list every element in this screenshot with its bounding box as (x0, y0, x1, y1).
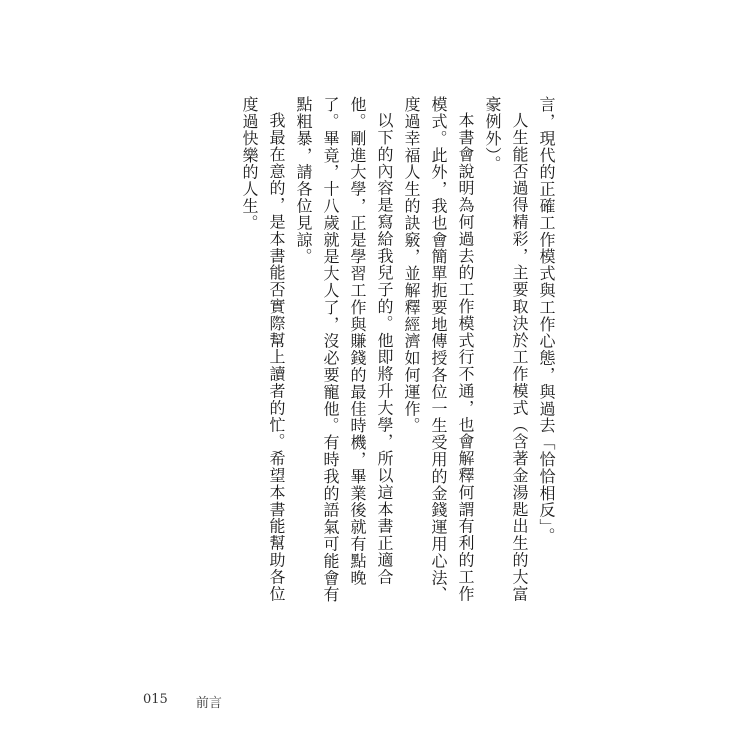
paragraph-5: 我最在意的，是本書能否實際幫上讀者的忙。希望本書能幫助各位度過快樂的人生。 (240, 96, 286, 603)
paragraph-1: 言，現代的正確工作模式與工作心態，與過去「恰恰相反」。 (537, 96, 556, 545)
section-title: 前言 (195, 696, 222, 711)
paragraph-4: 以下的內容是寫給我兒子的。他即將升大學，所以這本書正適合他。剛進大學，正是學習工作與賺錢的最佳時機，畢業後就有點晚了。畢竟，十八歲就是大人了，沒必要寵他。有時我的語氣可能會有點粗暴，請各位見諒。 (294, 96, 394, 603)
paragraph-2: 人生能否過得精彩，主要取決於工作模式（含著金湯匙出生的大富豪例外）。 (483, 96, 529, 603)
paragraph-3: 本書會說明為何過去的工作模式行不通，也會解釋何謂有利的工作模式。此外，我也會簡單扼要地傳授各位一生受用的金錢運用心法、度過幸福人生的訣竅，並解釋經濟如何運作。 (402, 96, 475, 603)
page-footer (143, 692, 222, 711)
vertical-text-body (230, 96, 560, 616)
page-number: 015 (143, 692, 168, 707)
